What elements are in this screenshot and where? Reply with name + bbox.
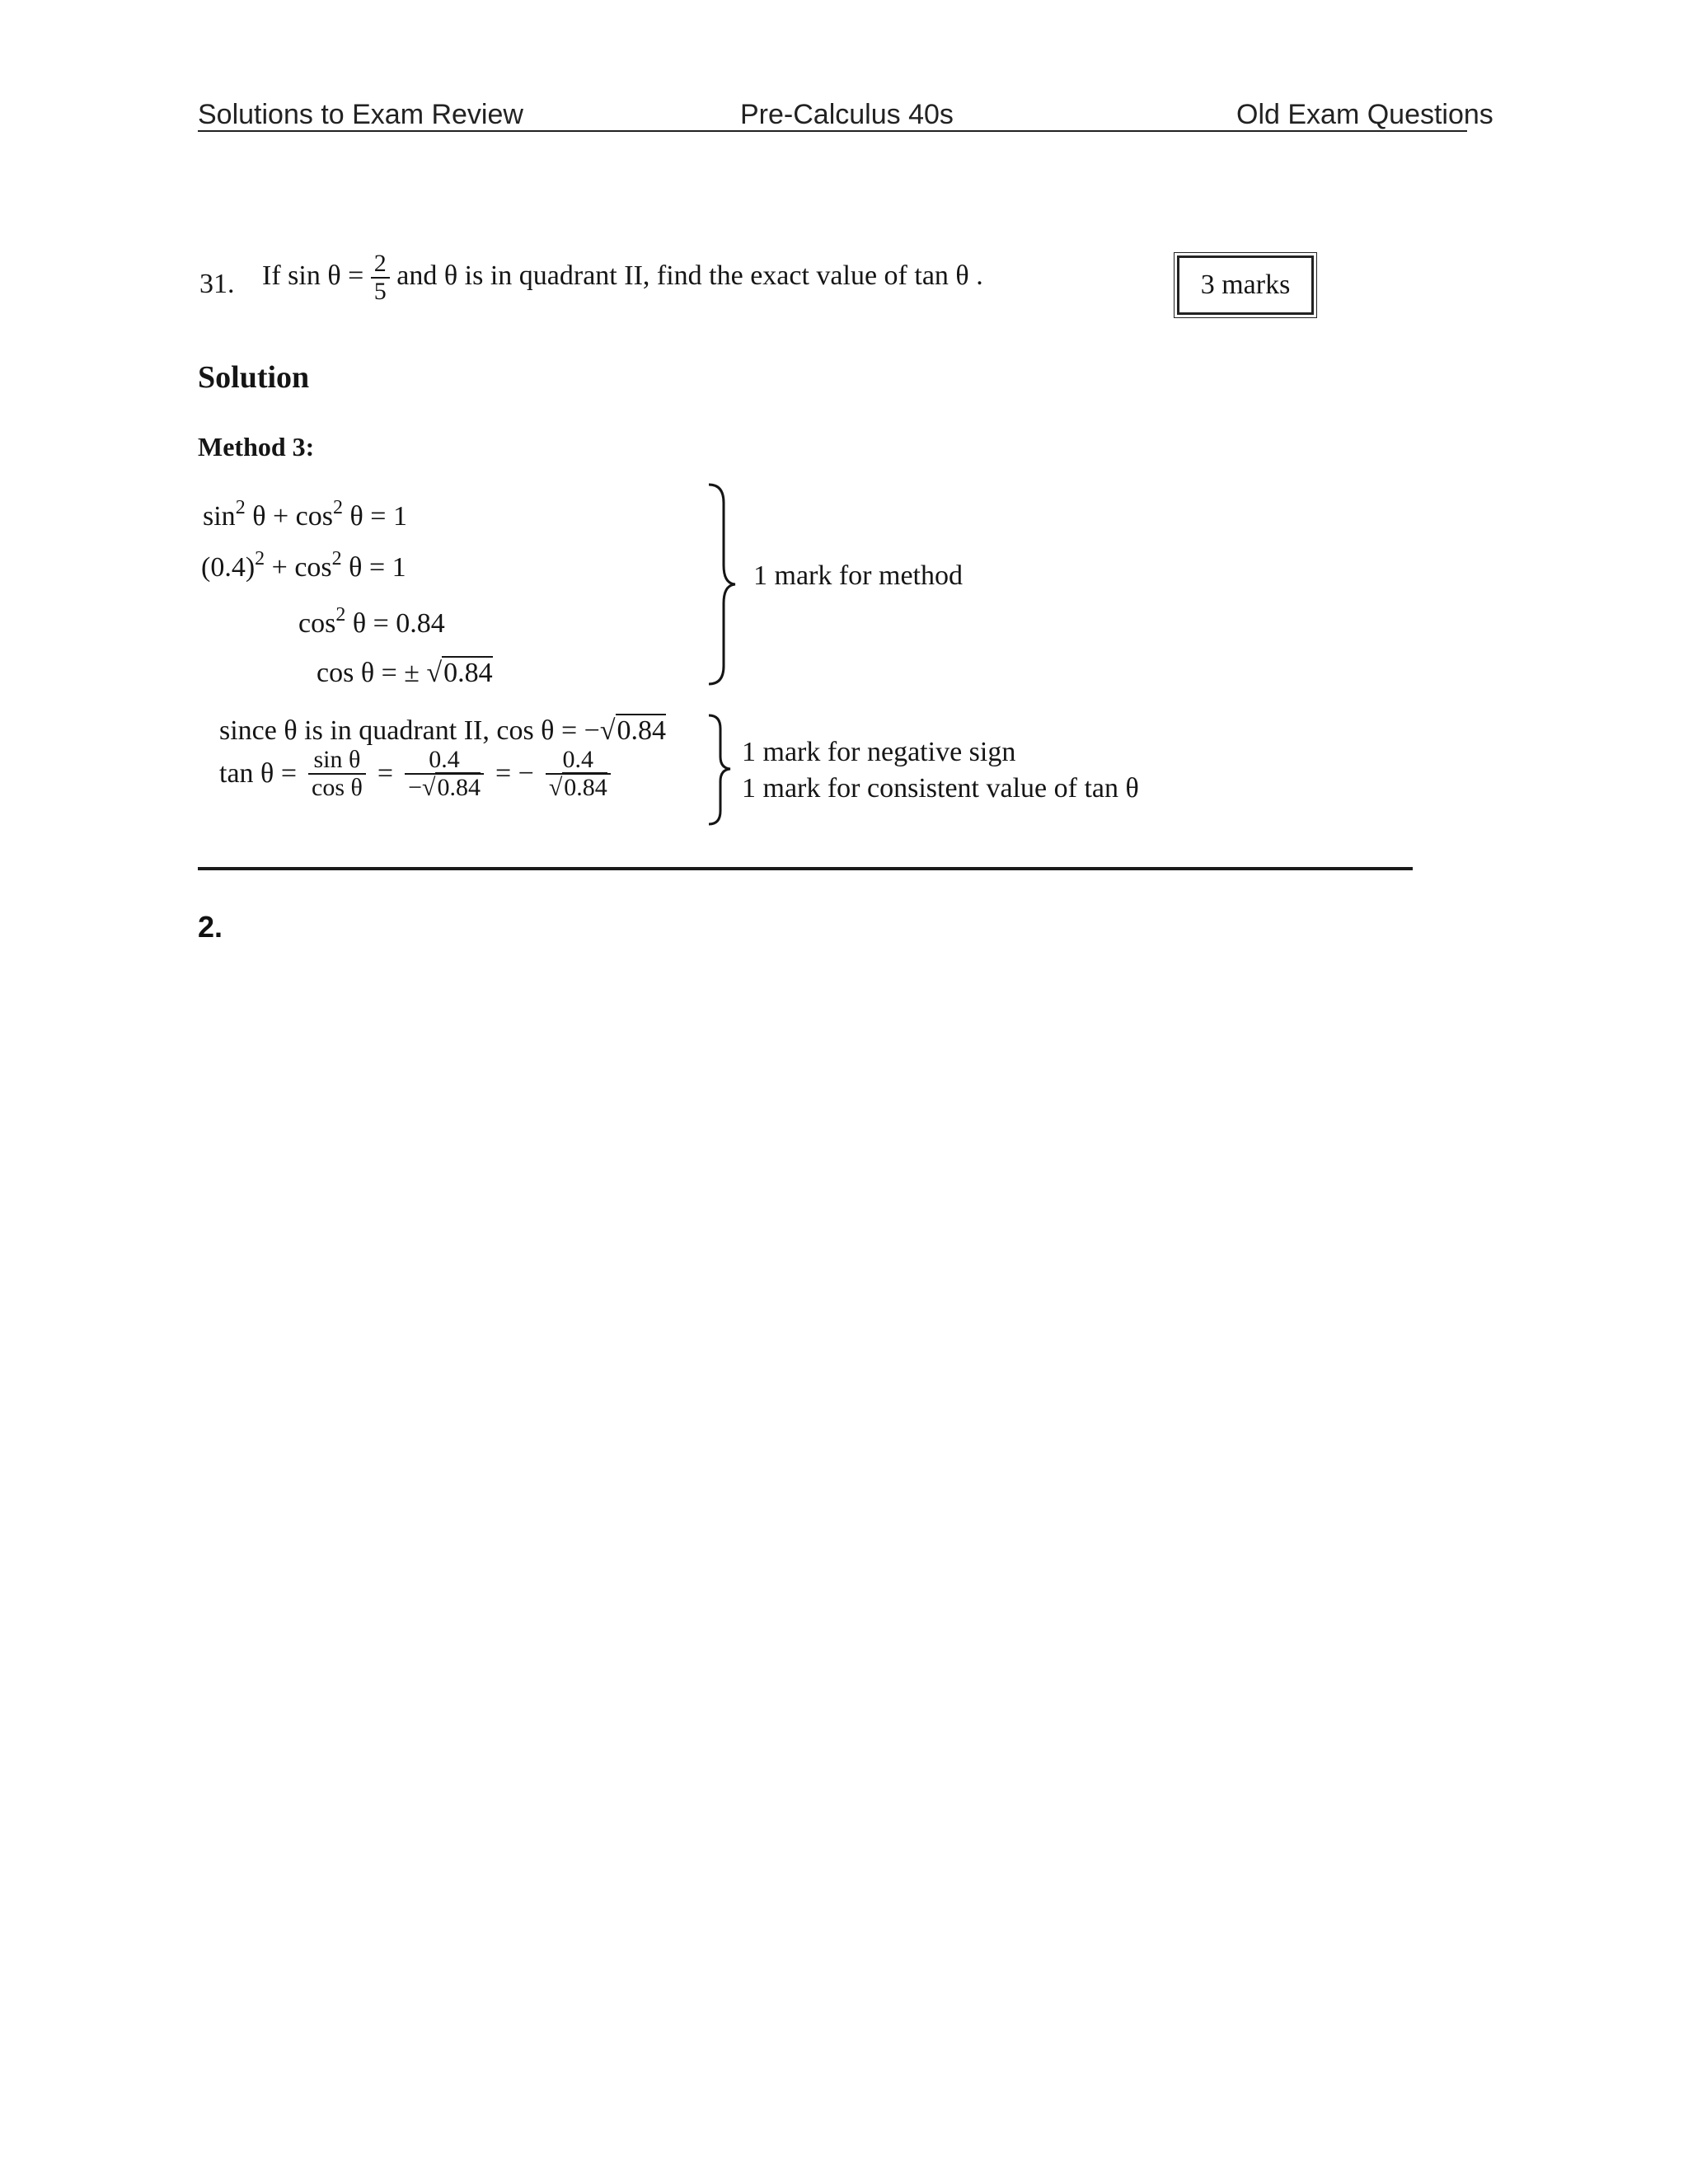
header-left: Solutions to Exam Review bbox=[198, 99, 523, 130]
note-consistent-value: 1 mark for consistent value of tan θ bbox=[742, 773, 1139, 804]
fraction-sin-over-cos: $\frac{\text{sin θ}}{\text{cos θ}}$ bbox=[308, 747, 366, 801]
note-method: 1 mark for method bbox=[753, 560, 963, 591]
question-number: 31. bbox=[199, 269, 235, 299]
curly-brace-method bbox=[706, 483, 738, 686]
step-1: $\sin^2 \theta + \cos^2 \theta = 1$ bbox=[203, 497, 407, 532]
step-3: $\cos^2 \theta = 0.84$ bbox=[298, 604, 445, 639]
note-negative-sign: 1 mark for negative sign bbox=[742, 737, 1016, 767]
fraction-neg-root: $\frac{0.4}{-√0.84}$ bbox=[405, 747, 484, 801]
step-6: tan θ = $\frac{\text{sin θ}}{\text{cos θ}}$ = $\frac{0.4}{-√0.84}$ = − $\frac{0.4}{√0.84}$ bbox=[219, 747, 611, 801]
step-4: cos θ = ± √0.84 bbox=[316, 658, 493, 688]
solution-heading: Solution bbox=[198, 360, 310, 395]
fraction-root: $\frac{0.4}{√0.84}$ bbox=[546, 747, 611, 801]
step-5: since θ is in quadrant II, cos θ = −√0.84 bbox=[219, 715, 666, 746]
section-divider bbox=[198, 867, 1413, 870]
step-2: $(0.4)^2 + \cos^2 \theta = 1$ bbox=[201, 548, 406, 583]
next-question-number: 2. bbox=[198, 910, 223, 944]
question-text: If sin θ = $\frac{2}{5}$ and θ is in quadrant II, find the exact value of tan θ . bbox=[262, 250, 983, 305]
curly-brace-sign bbox=[706, 714, 734, 826]
header-center: Pre-Calculus 40s bbox=[740, 99, 954, 130]
marks-badge: 3 marks bbox=[1177, 255, 1314, 315]
header-underline bbox=[198, 130, 1467, 132]
fraction-two-fifths: $\frac{2}{5}$ bbox=[371, 251, 390, 305]
header-right: Old Exam Questions bbox=[1236, 99, 1493, 130]
method-heading: Method 3: bbox=[198, 432, 315, 462]
